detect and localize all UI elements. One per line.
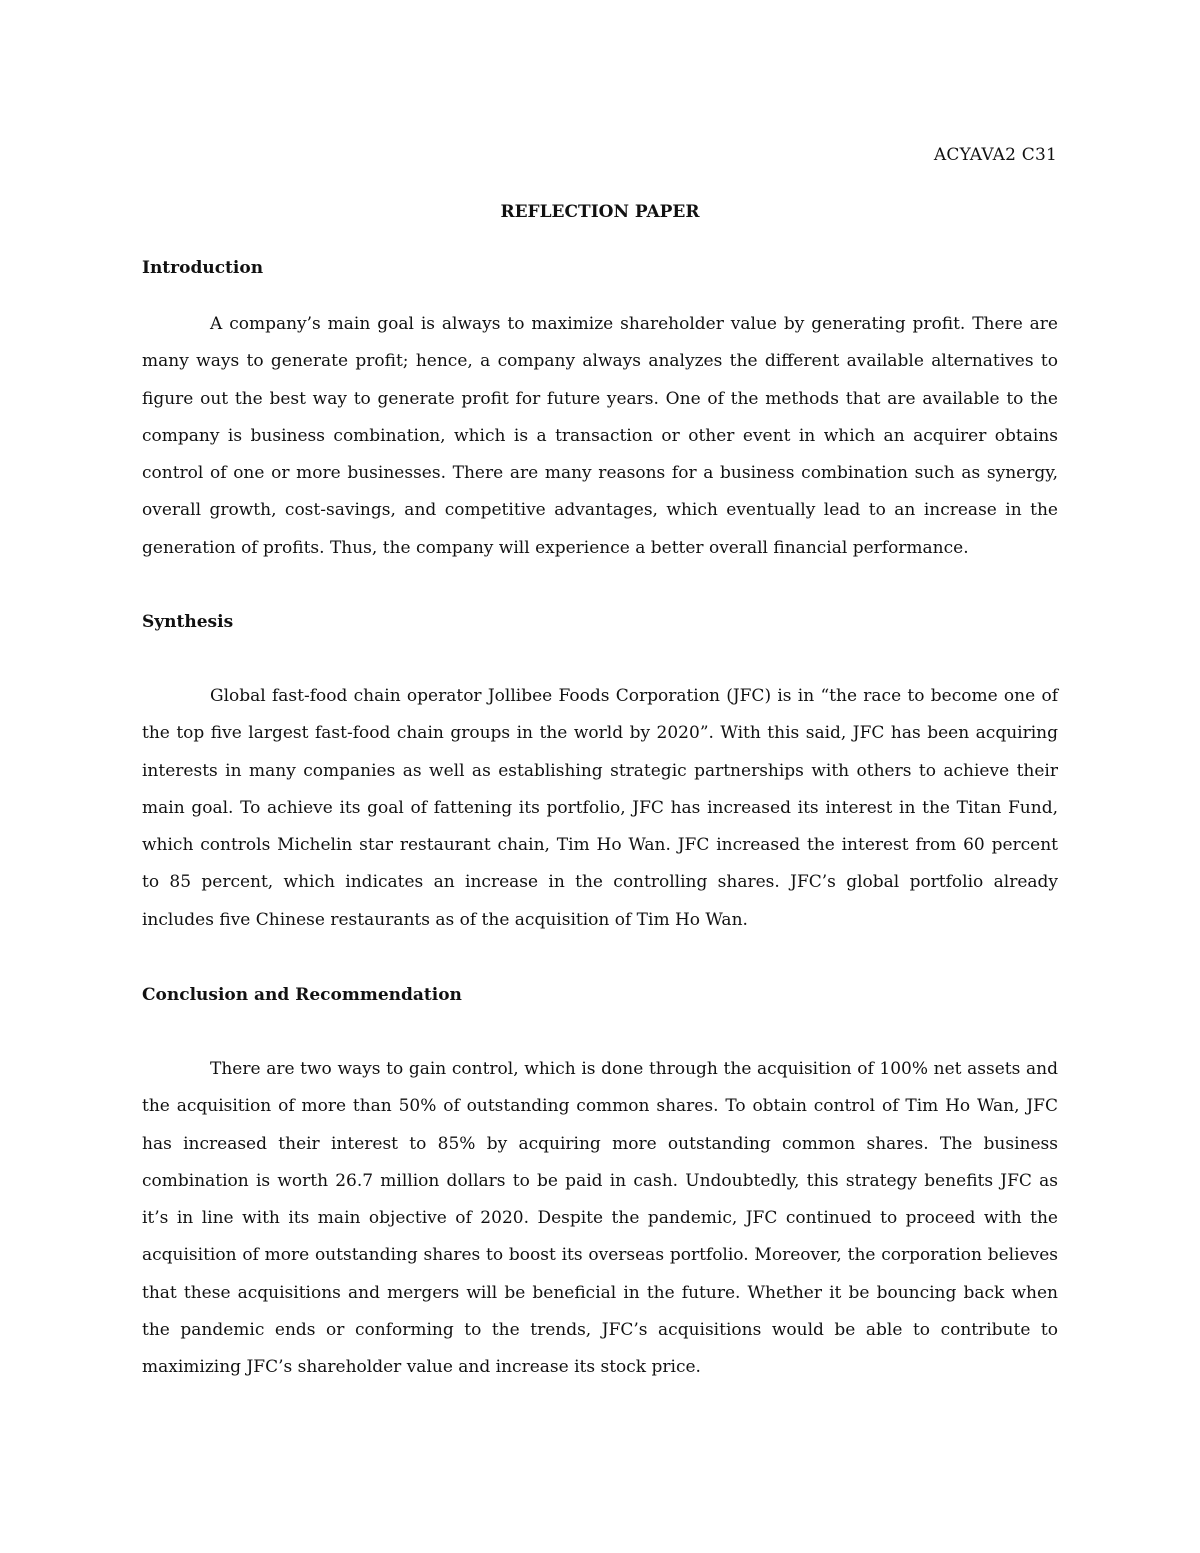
conclusion-paragraph: There are two ways to gain control, which is done through the acquisition of 100% net assets and the acquisition of more than 50% of outstanding common shares. To obtain control of Tim Ho Wan, JFC has increased their interest to 85% by acquiring more outstanding common shares. The business combination is worth 26.7 million dollars to be paid in cash. Undoubtedly, this strategy benefits JFC as it’s in line with its main objective of 2020. Despite the pandemic, JFC continued to proceed with the acquisition of more outstanding shares to boost its overseas portfolio. Moreover, the corporation believes that these acquisitions and mergers will be beneficial in the future. Whether it be bouncing back when the pandemic ends or conforming to the trends, JFC’s acquisitions would be able to contribute to maximizing JFC’s shareholder value and increase its stock price. bbox=[142, 1059, 1058, 1378]
conclusion-heading: Conclusion and Recommendation bbox=[142, 985, 462, 1005]
synthesis-heading: Synthesis bbox=[142, 612, 234, 632]
course-code: ACYAVA2 C31 bbox=[933, 145, 1057, 165]
introduction-heading: Introduction bbox=[142, 258, 264, 278]
synthesis-paragraph: Global fast-food chain operator Jollibee Foods Corporation (JFC) is in “the race to become one of the top five largest fast-food chain groups in the world by 2020”. With this said, JFC has been acquiring interests in many companies as well as establishing strategic partnerships with others to achieve their main goal. To achieve its goal of fattening its portfolio, JFC has increased its interest in the Titan Fund, which controls Michelin star restaurant chain, Tim Ho Wan. JFC increased the interest from 60 percent to 85 percent, which indicates an increase in the controlling shares. JFC’s global portfolio already includes five Chinese restaurants as of the acquisition of Tim Ho Wan. bbox=[142, 686, 1058, 930]
introduction-paragraph: A company’s main goal is always to maximize shareholder value by generating profit. There are many ways to generate profit; hence, a company always analyzes the different available alternatives to figure out the best way to generate profit for future years. One of the methods that are available to the company is business combination, which is a transaction or other event in which an acquirer obtains control of one or more businesses. There are many reasons for a business combination such as synergy, overall growth, cost-savings, and competitive advantages, which eventually lead to an increase in the generation of profits. Thus, the company will experience a better overall financial performance. bbox=[142, 314, 1058, 558]
page-title: REFLECTION PAPER bbox=[500, 202, 700, 222]
